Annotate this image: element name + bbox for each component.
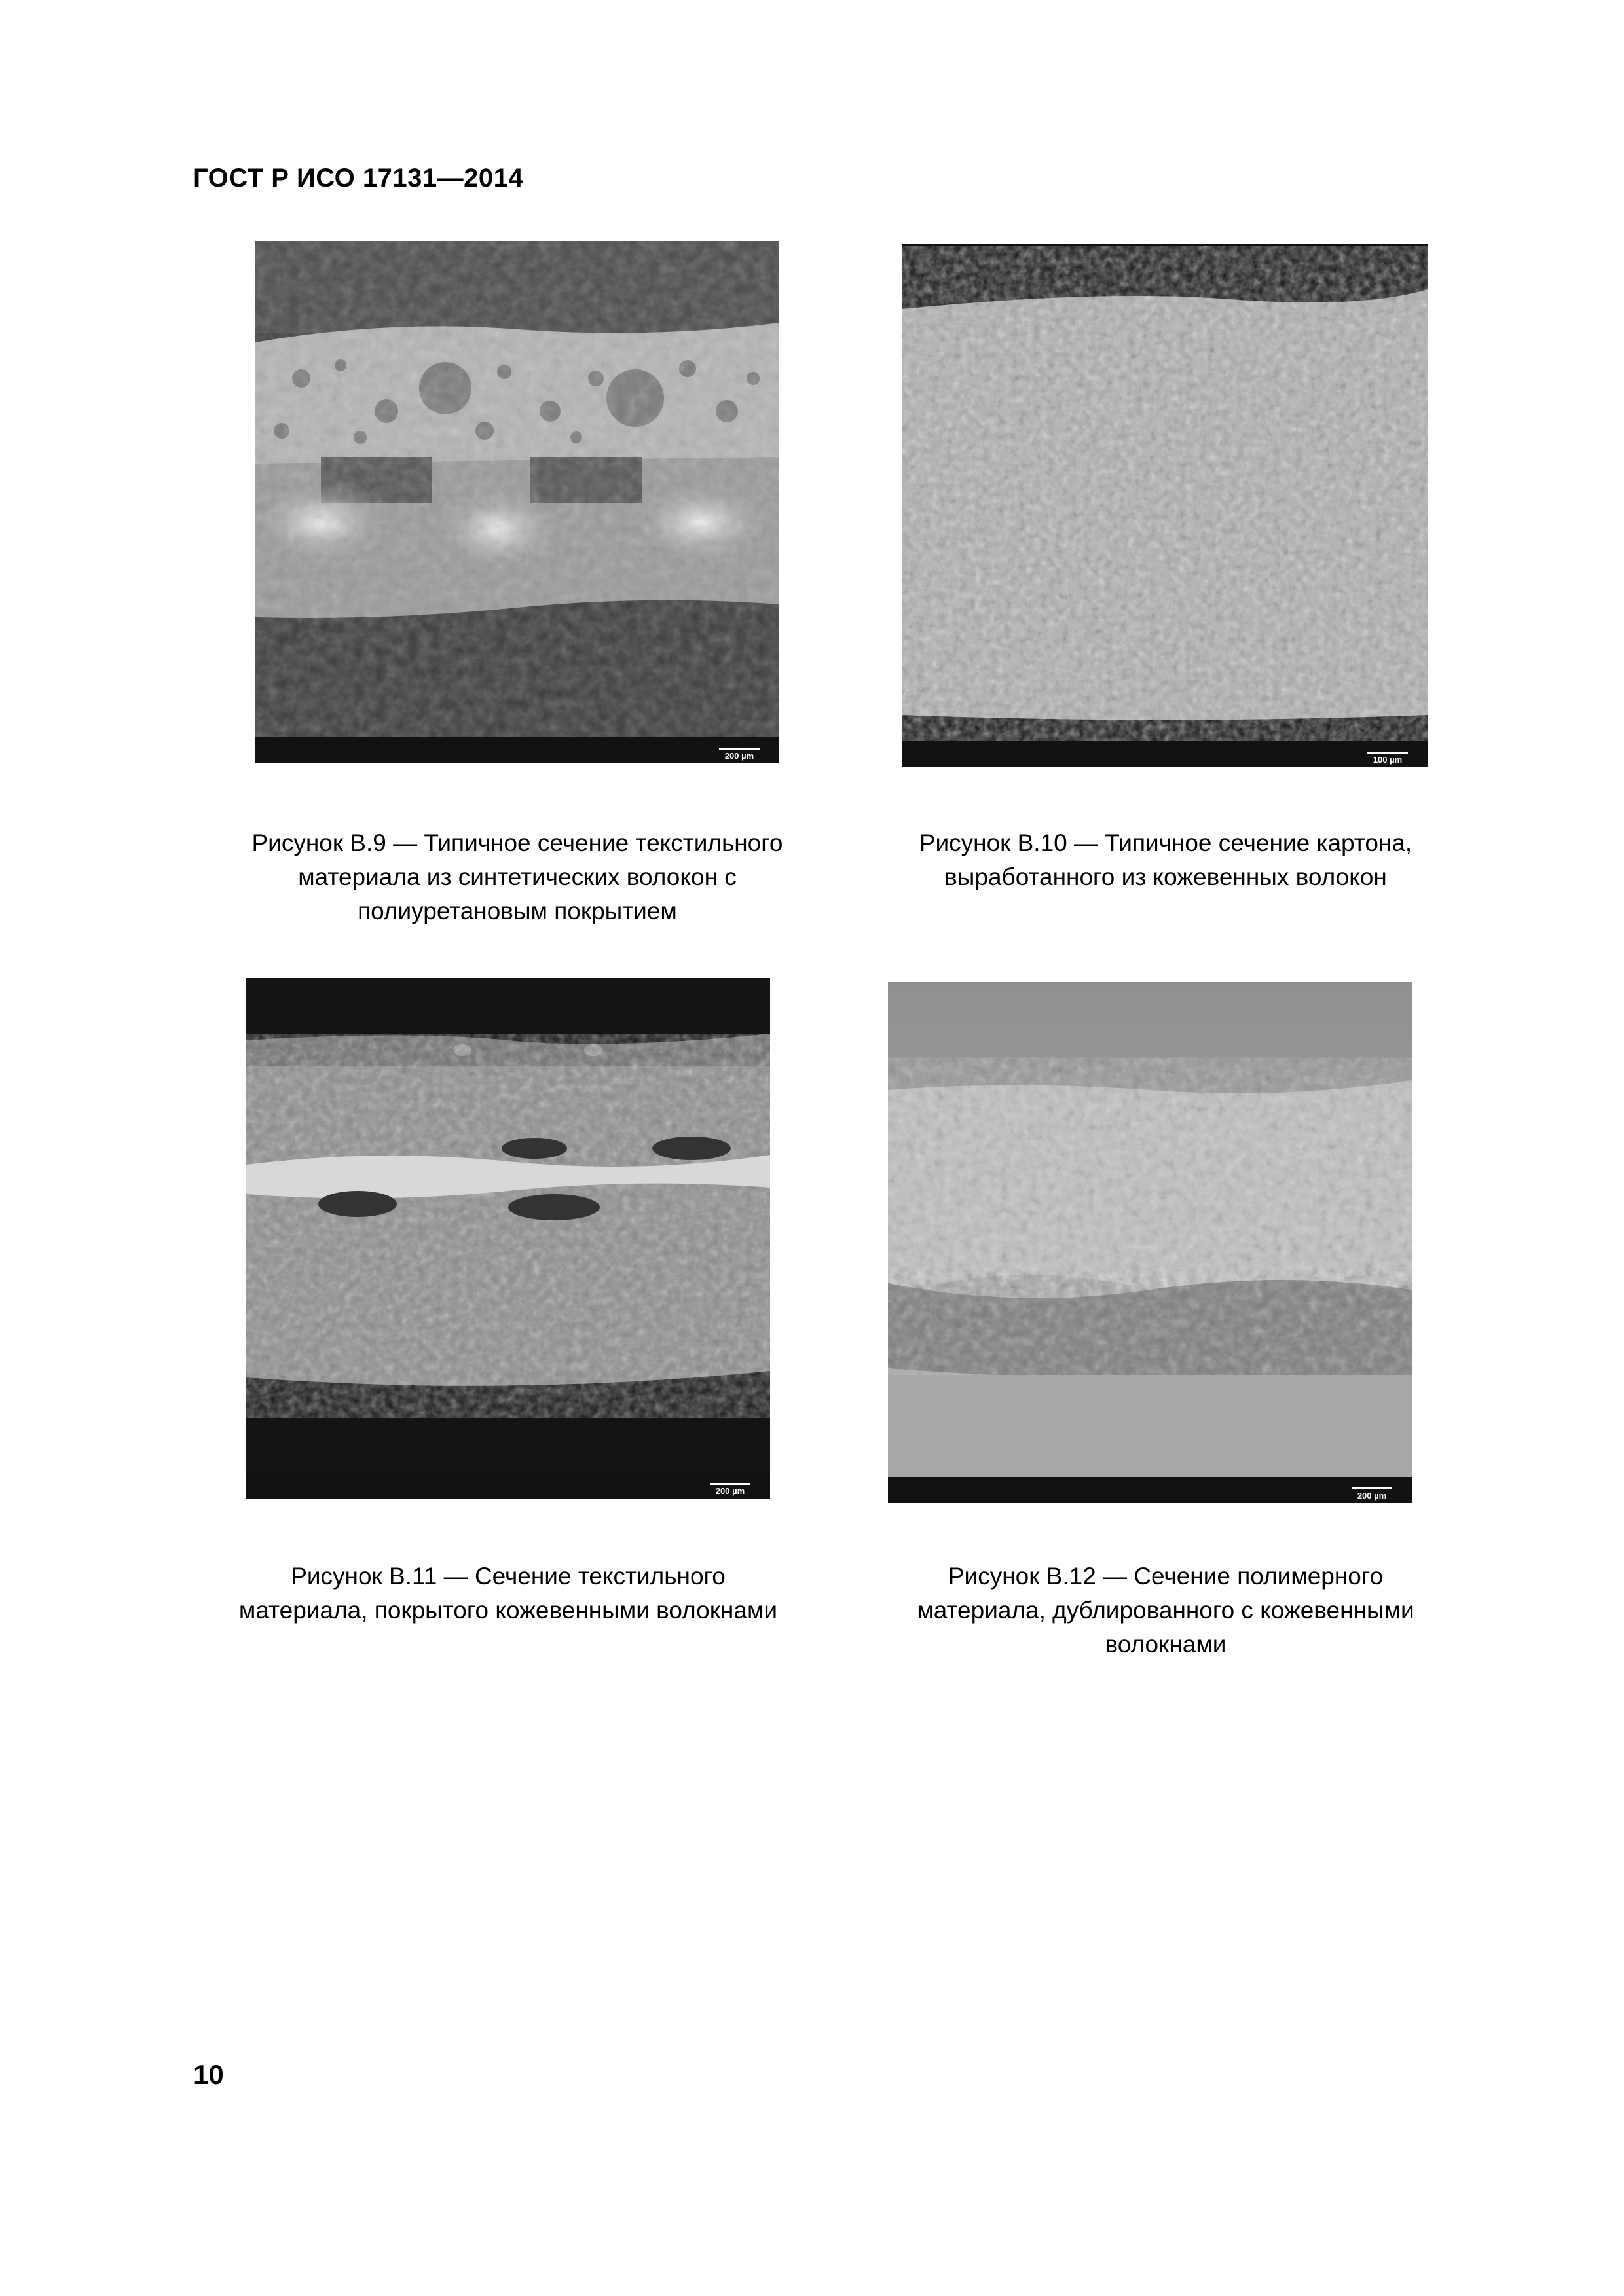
caption-line: волокнами bbox=[1105, 1631, 1227, 1658]
figure-b9-caption bbox=[190, 826, 845, 928]
figure-b10-image bbox=[902, 244, 1428, 767]
figure-b10-caption bbox=[838, 826, 1493, 894]
page-number: 10 bbox=[193, 2059, 224, 2090]
caption-line: материала, дублированного с кожевенными bbox=[917, 1597, 1414, 1624]
caption-line: Рисунок В.10 — Типичное сечение картона, bbox=[919, 829, 1412, 856]
figure-b12-caption bbox=[838, 1559, 1493, 1662]
figure-b9-image bbox=[255, 241, 779, 763]
figure-b10-scale-bar: 100 µm bbox=[1367, 752, 1408, 765]
caption-line: материала, покрытого кожевенными волокнами bbox=[238, 1597, 778, 1624]
figure-b9-scale-bar: 200 µm bbox=[719, 748, 760, 761]
caption-line: Рисунок В.12 — Сечение полимерного bbox=[948, 1563, 1384, 1590]
figure-b11-caption bbox=[181, 1559, 836, 1628]
caption-line: Рисунок В.9 — Типичное сечение текстильного bbox=[251, 829, 783, 856]
caption-line: полиуретановым покрытием bbox=[358, 898, 677, 924]
document-header: ГОСТ Р ИСО 17131—2014 bbox=[193, 164, 524, 192]
figure-b9-micrograph bbox=[255, 241, 779, 763]
figure-b12-micrograph bbox=[888, 982, 1412, 1503]
caption-line: материала из синтетических волокон с bbox=[298, 864, 737, 890]
caption-line: Рисунок В.11 — Сечение текстильного bbox=[291, 1563, 726, 1590]
figure-b10-micrograph bbox=[902, 244, 1428, 767]
figure-b11-image bbox=[246, 978, 770, 1499]
figure-b11-scale-bar: 200 µm bbox=[710, 1483, 750, 1496]
figure-b11-micrograph bbox=[246, 978, 770, 1499]
caption-line: выработанного из кожевенных волокон bbox=[944, 864, 1387, 890]
figure-b12-scale-bar: 200 µm bbox=[1352, 1487, 1392, 1501]
figure-b12-image bbox=[888, 982, 1412, 1503]
